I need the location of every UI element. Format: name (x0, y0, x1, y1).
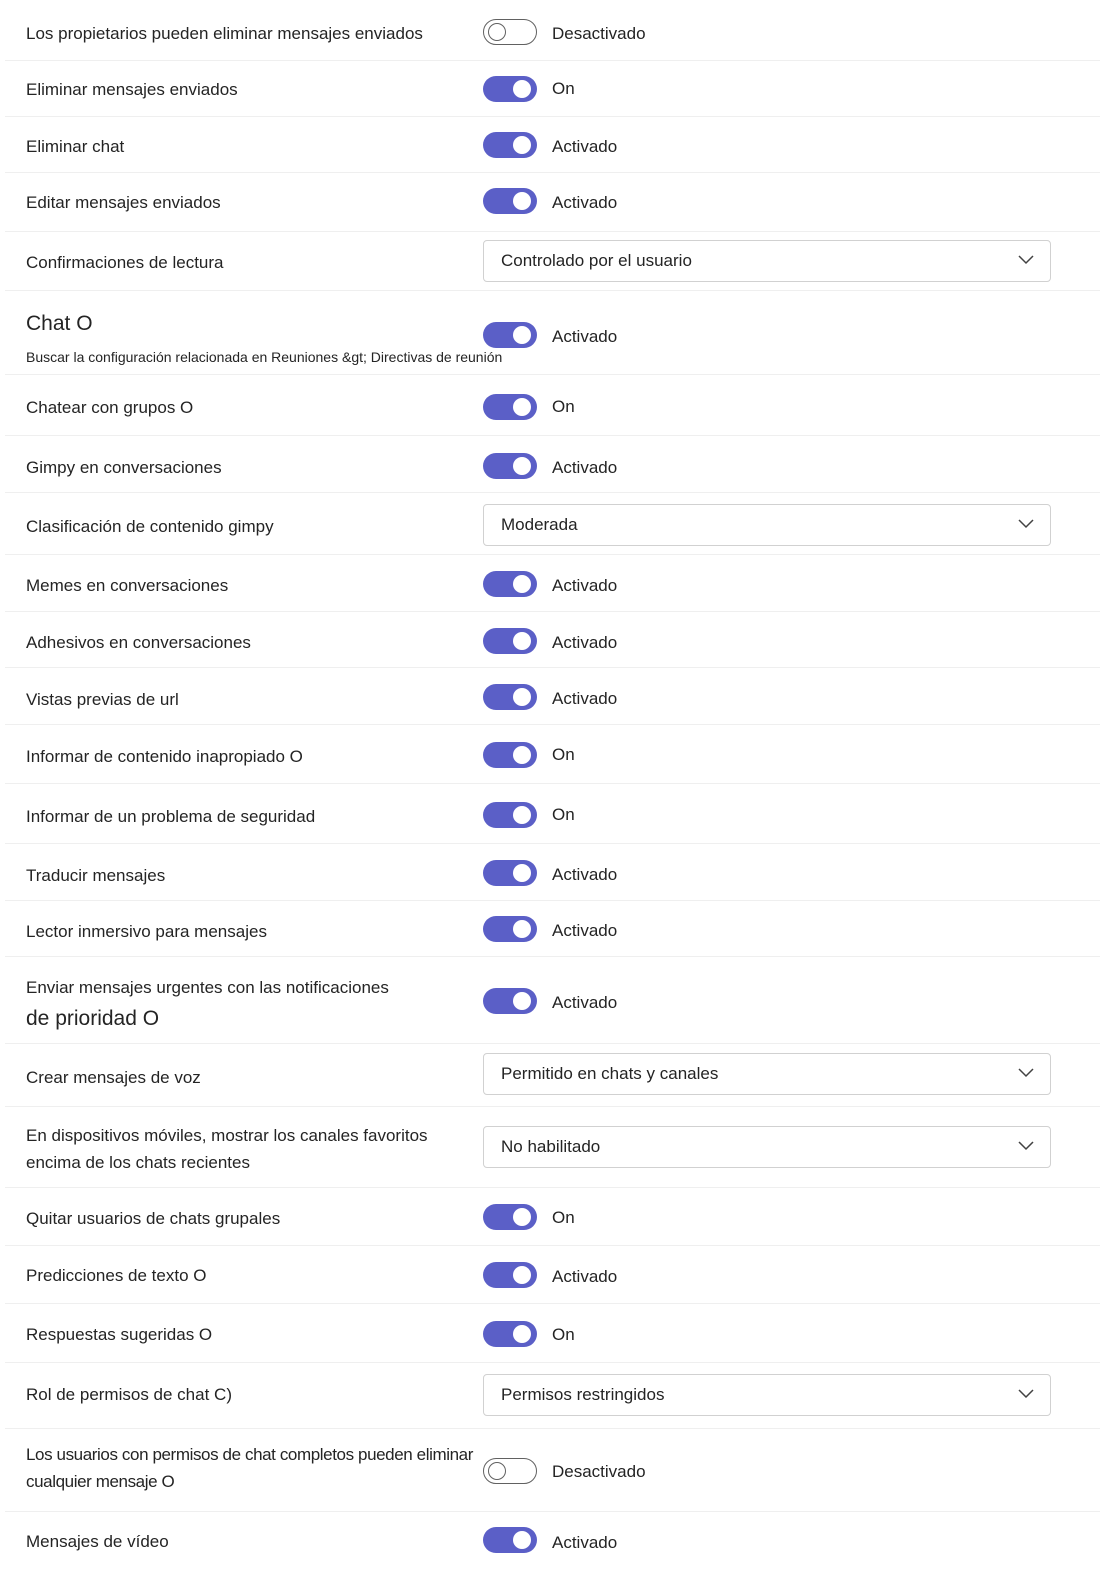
setting-row-gimpy (5, 436, 1100, 493)
setting-label: Informar de contenido inapropiado O (26, 747, 303, 766)
setting-label: Eliminar chat (26, 137, 125, 156)
select-read-receipts[interactable] (483, 240, 1051, 282)
toggle-state: On (552, 1208, 575, 1227)
toggle-group-chat[interactable] (483, 394, 537, 420)
setting-sublabel: Buscar la configuración relacionada en Reuniones &gt; Directivas de reunión (26, 349, 503, 365)
setting-row-url-previews (5, 668, 1100, 725)
setting-label: Eliminar mensajes enviados (26, 80, 238, 99)
setting-row-chat-permissions-role (5, 1363, 1100, 1429)
toggle-state: Activado (552, 1267, 618, 1286)
toggle-knob (513, 192, 531, 210)
setting-label: Los usuarios con permisos de chat completos pueden eliminar cualquier mensaje O (26, 1445, 473, 1491)
select-value: Permitido en chats y canales (501, 1064, 719, 1083)
chevron-down-icon (1018, 1067, 1034, 1079)
select-value: Controlado por el usuario (501, 251, 692, 270)
setting-row-text-predictions (5, 1246, 1100, 1304)
setting-label: Informar de un problema de seguridad (26, 807, 316, 826)
setting-row-edit-sent (5, 173, 1100, 232)
toggle-knob (513, 398, 531, 416)
toggle-translate[interactable] (483, 860, 537, 886)
toggle-urgent-messages[interactable] (483, 988, 537, 1014)
toggle-remove-users[interactable] (483, 1204, 537, 1230)
select-value: Moderada (501, 515, 578, 534)
chevron-down-icon (1018, 1140, 1034, 1152)
setting-row-report-security (5, 784, 1100, 844)
setting-row-mobile-favorites (5, 1107, 1100, 1188)
toggle-full-permissions-delete[interactable] (483, 1458, 537, 1484)
chevron-down-icon (1018, 518, 1034, 530)
setting-label: En dispositivos móviles, mostrar los canales favoritos encima de los chats recientes (26, 1126, 428, 1172)
toggle-report-security[interactable] (483, 802, 537, 828)
chevron-down-icon (1018, 254, 1034, 266)
setting-row-suggested-replies (5, 1304, 1100, 1363)
chevron-down-icon (1018, 1388, 1034, 1400)
setting-row-gimpy-rating (5, 493, 1100, 555)
toggle-knob (513, 920, 531, 938)
setting-label: Los propietarios pueden eliminar mensajes enviados (26, 24, 423, 43)
toggle-knob (513, 457, 531, 475)
setting-row-report-inappropriate (5, 725, 1100, 784)
toggle-video-messages[interactable] (483, 1527, 537, 1553)
toggle-owners-delete-sent[interactable] (483, 19, 537, 45)
setting-row-owners-delete-sent (5, 0, 1100, 61)
select-chat-permissions-role[interactable] (483, 1374, 1051, 1416)
setting-row-read-receipts (5, 232, 1100, 291)
setting-row-urgent-messages (5, 957, 1100, 1044)
toggle-stickers[interactable] (483, 628, 537, 654)
toggle-gimpy[interactable] (483, 453, 537, 479)
toggle-state: Activado (552, 993, 618, 1012)
toggle-state: Activado (552, 458, 618, 477)
settings-panel (5, 0, 1100, 1570)
setting-row-group-chat (5, 375, 1100, 436)
toggle-state: Activado (552, 137, 618, 156)
toggle-knob (513, 1325, 531, 1343)
toggle-immersive-reader[interactable] (483, 916, 537, 942)
setting-label: Chat O (26, 312, 93, 335)
toggle-url-previews[interactable] (483, 684, 537, 710)
toggle-state: Activado (552, 865, 618, 884)
toggle-state: Desactivado (552, 1462, 646, 1481)
setting-label-line2: de prioridad O (26, 1007, 160, 1030)
toggle-state: Activado (552, 193, 618, 212)
toggle-state: Desactivado (552, 24, 646, 43)
toggle-knob (488, 23, 506, 41)
toggle-knob (513, 632, 531, 650)
setting-label: Respuestas sugeridas O (26, 1325, 213, 1344)
select-gimpy-rating[interactable] (483, 504, 1051, 546)
toggle-knob (513, 1266, 531, 1284)
setting-label: Editar mensajes enviados (26, 193, 221, 212)
toggle-state: Activado (552, 921, 618, 940)
setting-row-delete-sent (5, 61, 1100, 117)
setting-label: Mensajes de vídeo (26, 1532, 169, 1551)
toggle-state: On (552, 79, 575, 98)
setting-label: Vistas previas de url (26, 690, 179, 709)
toggle-state: On (552, 805, 575, 824)
setting-label (26, 974, 486, 1032)
toggle-suggested-replies[interactable] (483, 1321, 537, 1347)
toggle-knob (488, 1462, 506, 1480)
toggle-knob (513, 992, 531, 1010)
select-value: No habilitado (501, 1137, 601, 1156)
setting-label: Rol de permisos de chat C) (26, 1385, 232, 1404)
setting-row-full-permissions-delete (5, 1429, 1100, 1512)
setting-label: Lector inmersivo para mensajes (26, 922, 267, 941)
setting-row-video-messages (5, 1512, 1100, 1570)
toggle-state: Activado (552, 633, 618, 652)
setting-row-translate (5, 844, 1100, 901)
toggle-knob (513, 575, 531, 593)
setting-label: Predicciones de texto O (26, 1266, 207, 1285)
toggle-text-predictions[interactable] (483, 1262, 537, 1288)
setting-label-line1: Enviar mensajes urgentes con las notificaciones (26, 978, 389, 997)
toggle-knob (513, 80, 531, 98)
toggle-knob (513, 746, 531, 764)
toggle-state: Activado (552, 1533, 618, 1552)
toggle-knob (513, 1531, 531, 1549)
select-value: Permisos restringidos (501, 1385, 665, 1404)
setting-label: Crear mensajes de voz (26, 1068, 201, 1087)
toggle-memes[interactable] (483, 571, 537, 597)
setting-label: Memes en conversaciones (26, 576, 229, 595)
toggle-state: On (552, 745, 575, 764)
toggle-state: On (552, 397, 575, 416)
setting-row-delete-chat (5, 117, 1100, 173)
toggle-state: Activado (552, 689, 618, 708)
setting-row-stickers (5, 612, 1100, 668)
toggle-knob (513, 136, 531, 154)
setting-label: Adhesivos en conversaciones (26, 633, 251, 652)
toggle-delete-chat[interactable] (483, 132, 537, 158)
toggle-report-inappropriate[interactable] (483, 742, 537, 768)
toggle-delete-sent[interactable] (483, 76, 537, 102)
toggle-knob (513, 1208, 531, 1226)
setting-label: Clasificación de contenido gimpy (26, 517, 274, 536)
toggle-edit-sent[interactable] (483, 188, 537, 214)
setting-row-voice-messages (5, 1044, 1100, 1107)
toggle-knob (513, 806, 531, 824)
toggle-state: Activado (552, 327, 618, 346)
toggle-state: On (552, 1325, 575, 1344)
setting-row-chat (5, 291, 1100, 375)
toggle-state: Activado (552, 576, 618, 595)
setting-label: Chatear con grupos O (26, 398, 194, 417)
toggle-knob (513, 326, 531, 344)
toggle-chat[interactable] (483, 322, 537, 348)
setting-label: Quitar usuarios de chats grupales (26, 1209, 281, 1228)
setting-row-memes (5, 555, 1100, 612)
setting-label: Gimpy en conversaciones (26, 458, 222, 477)
toggle-knob (513, 688, 531, 706)
select-voice-messages[interactable] (483, 1053, 1051, 1095)
setting-label: Traducir mensajes (26, 866, 166, 885)
setting-label: Confirmaciones de lectura (26, 253, 224, 272)
setting-row-remove-users (5, 1188, 1100, 1246)
setting-row-immersive-reader (5, 901, 1100, 957)
select-mobile-favorites[interactable] (483, 1126, 1051, 1168)
toggle-knob (513, 864, 531, 882)
